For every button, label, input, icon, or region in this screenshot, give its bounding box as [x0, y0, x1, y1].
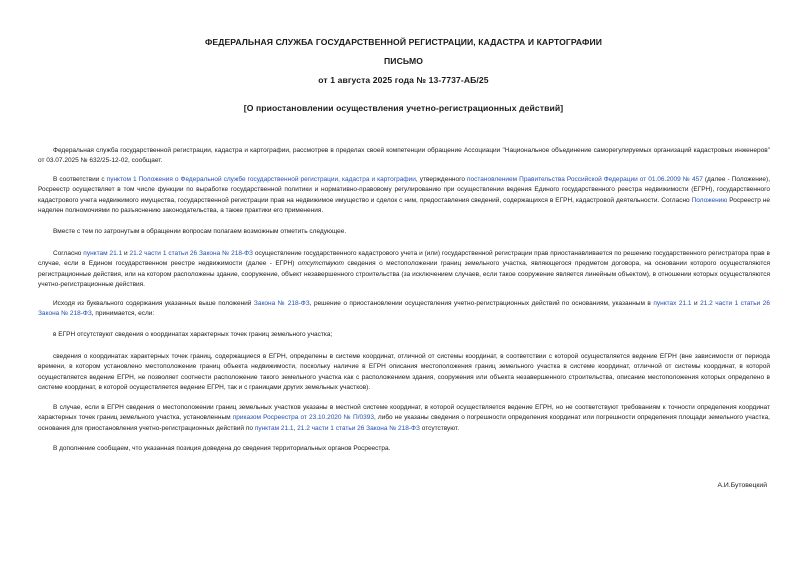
agency-title: ФЕДЕРАЛЬНАЯ СЛУЖБА ГОСУДАРСТВЕННОЙ РЕГИСТРАЦИИ, КАДАСТРА И КАРТОГРАФИИ: [204, 37, 603, 47]
paragraph-conditions: Исходя из буквального содержания указанных выше положений Закона № 218-ФЗ, решение о приостановлении осуществления учетно-регистрационных действий по основаниям, указанным в пунктах 21.1 и 21.2 части 1 статьи 26 Закона № 218-ФЗ, принимается, если:: [38, 300, 770, 318]
link-rosreestr-order[interactable]: приказом Росреестра от 23.10.2020 № П/0393: [232, 414, 374, 422]
document-subject: [О приостановлении осуществления учетно-регистрационных действий]: [243, 103, 564, 113]
paragraph-condition-1: в ЕГРН отсутствуют сведения о координатах характерных точек границ земельного участка;: [53, 331, 333, 338]
link-law-218[interactable]: Закона № 218-ФЗ: [253, 300, 310, 307]
paragraph-law-provisions: Согласно пунктам 21.1 и 21.2 части 1 статьи 26 Закона № 218-ФЗ осуществление государственного кадастрового учета и (или) государственной регистрации прав приостанавливается по решению государственного регистратора прав в случае, если в Едином государственном реестре недвижимости (далее - ЕГРН) отсутствуют сведения о местоположении границ земельного участка, являющегося предметом договора, на основании которого осуществляются регистрационные действия, или на котором расположены здание, сооружение, объект незавершенного строительства (за исключением случаев, если такое сооружение является линейным объектом), в отношении которых осуществляются учетно-регистрационные действия.: [38, 250, 770, 288]
paragraph-addition: В дополнение сообщаем, что указанная позиция доведена до сведения территориальных органов Росреестра.: [53, 445, 391, 452]
link-regulation-point1[interactable]: пунктом 1 Положения о Федеральной службе государственной регистрации, кадастра и картографии: [106, 176, 416, 183]
paragraph-intro: Федеральная служба государственной регистрации, кадастра и картографии, рассмотрев в пределах своей компетенции обращение Ассоциации "Национальное объединение саморегулируемых организаций кадастровых инженеров" от 03.07.2025 № 632/25-12-02, сообщает.: [38, 147, 770, 165]
link-points-21-1[interactable]: пунктам 21.1: [83, 250, 123, 257]
link-point-21-2-law[interactable]: 21.2 части 1 статьи 26 Закона № 218-ФЗ: [129, 250, 253, 257]
paragraph-note: Вместе с тем по затронутым в обращении вопросам полагаем возможным отметить следующее.: [53, 228, 347, 235]
document-type: ПИСЬМО: [384, 56, 423, 66]
link-government-decree[interactable]: постановлением Правительства Российской Федерации от 01.06.2009 № 457: [467, 176, 703, 183]
paragraph-condition-2: сведения о координатах характерных точек границ, содержащиеся в ЕГРН, определены в системе координат, отличной от системы координат, в соответствии с которой осуществляется ведение ЕГРН (вне зависимости от периода времени, в котором установлено местоположение границ объекта недвижимости, поскольку наличие в ЕГРН описания местоположения границ земельного участка в системе координат, отличной от системы координат, в которой осуществляется ведение ЕГРН, не позволяет соотнести расположение такого земельного участка как с расположением здания, сооружения или объекта незавершенного строительства, описание местоположения которых определено в системе координат, в которой осуществляется ведение ЕГРН, так и с границами других земельных участков).: [38, 353, 770, 391]
signature: А.И.Бутовецкий: [717, 482, 767, 489]
document-date-number: от 1 августа 2025 года № 13-7737-АБ/25: [318, 75, 489, 85]
paragraph-local-coordinates: В случае, если в ЕГРН сведения о местоположении границ земельных участков указаны в местной системе координат, в которой осуществляется ведение ЕГРН, но не соответствуют требованиям к точности определения координат характерных точек границ земельного участка, установленным приказом Росреестра от 23.10.2020 № П/0393, либо не указаны сведения о погрешности определения координат или погрешности определения площади земельного участка, основания для приостановления учетно-регистрационных действий по пунктам 21.1, 21.2 части 1 статьи 26 Закона № 218-ФЗ отсутствуют.: [38, 404, 770, 432]
paragraph-powers: В соответствии с пунктом 1 Положения о Федеральной службе государственной регистрации, кадастра и картографии, утвержденного постановлением Правительства Российской Федерации от 01.06.2009 № 457 (далее - Положение), Росреестр осуществляет в том числе функции по выработке государственной политики и нормативно-правовому регулированию при осуществлении ведения Единого государственного реестра недвижимости (ЕГРН), государственного кадастрового учета недвижимого имущества, государственной регистрации прав на недвижимое имущество и сделок с ним, предоставления сведений, содержащихся в ЕГРН, кадастровой деятельности. Согласно Положению Росреестр не наделен полномочиями по разъяснению законодательства, а также практики его применения.: [38, 176, 771, 214]
link-points-21-1c[interactable]: пунктам 21.1: [254, 424, 294, 432]
link-point-21-2-law-b[interactable]: 21.2 части 1 статьи 26 Закона № 218-ФЗ: [38, 300, 770, 318]
link-point-21-2-law-c[interactable]: 21.2 части 1 статьи 26 Закона № 218-ФЗ: [297, 424, 420, 432]
link-points-21-1b[interactable]: пунктах 21.1: [653, 300, 692, 307]
link-regulation[interactable]: Положению: [691, 196, 728, 204]
